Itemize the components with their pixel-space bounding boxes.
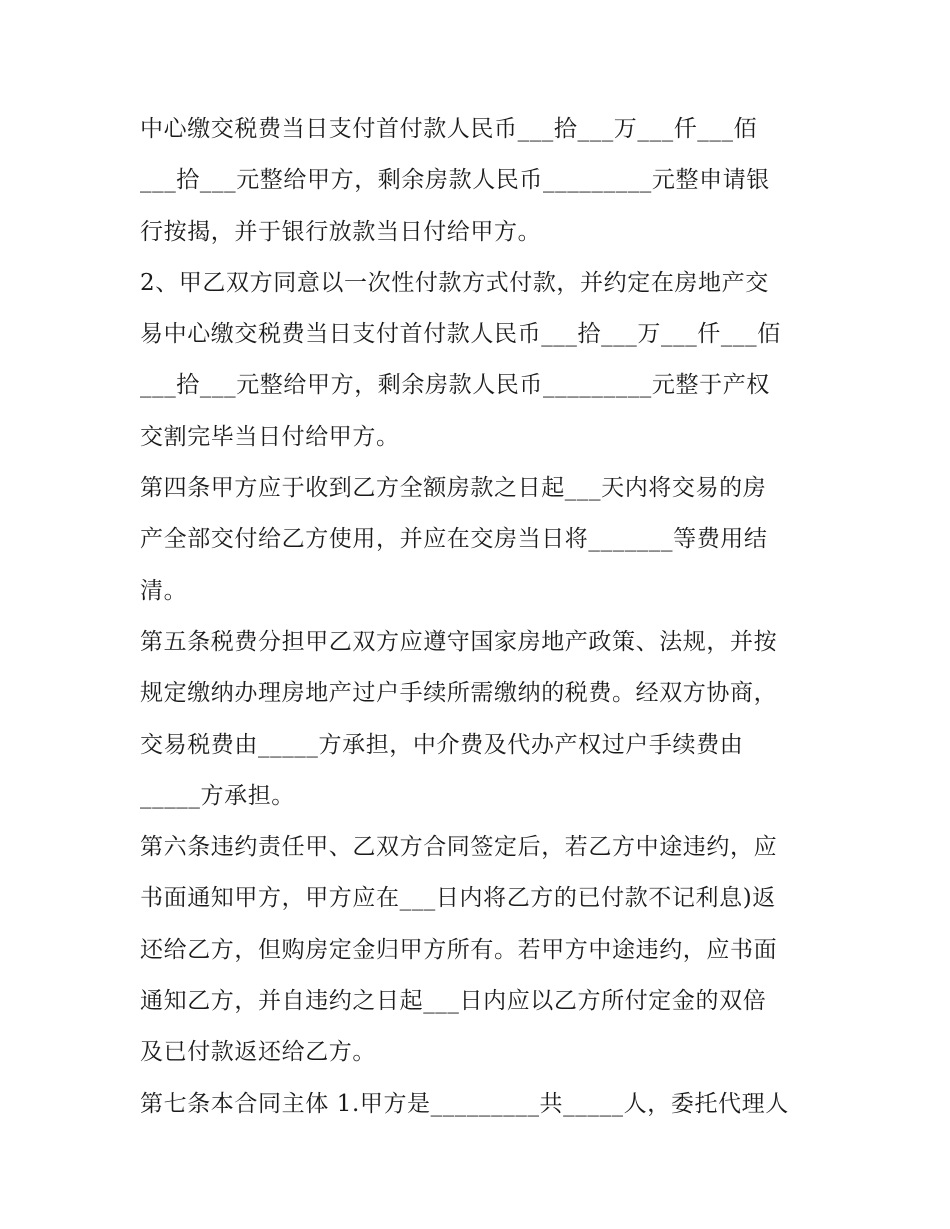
text-line: 第七条本合同主体 1.甲方是_________共_____人，委托代理人 xyxy=(140,1090,789,1117)
text-line: 第五条税费分担甲乙双方应遵守国家房地产政策、法规，并按 xyxy=(140,628,778,655)
text-line: 书面通知甲方，甲方应在___日内将乙方的已付款不记利息)返 xyxy=(140,885,776,912)
text-line: 中心缴交税费当日支付首付款人民币___拾___万___仟___佰 xyxy=(140,116,758,142)
text-line: 通知乙方，并自违约之日起___日内应以乙方所付定金的双倍 xyxy=(140,988,767,1015)
text-line: 清。 xyxy=(140,577,188,604)
text-line: 规定缴纳办理房地产过户手续所需缴纳的税费。经双方协商， xyxy=(140,680,778,707)
text-line: _____方承担。 xyxy=(140,782,295,809)
text-line: 交割完毕当日付给甲方。 xyxy=(140,423,400,450)
text-line: 产全部交付给乙方使用，并应在交房当日将_______等费用结 xyxy=(140,526,768,553)
text-line: 易中心缴交税费当日支付首付款人民币___拾___万___仟___佰 xyxy=(140,321,781,348)
text-line: ___拾___元整给甲方，剩余房款人民币_________元整申请银 xyxy=(140,167,770,194)
text-line: ___拾___元整给甲方，剩余房款人民币_________元整于产权 xyxy=(140,372,770,399)
text-line: 还给乙方，但购房定金归甲方所有。若甲方中途违约，应书面 xyxy=(140,936,778,963)
text-line: 第四条甲方应于收到乙方全额房款之日起___天内将交易的房 xyxy=(140,475,767,502)
text-line: 第六条违约责任甲、乙双方合同签定后，若乙方中途违约，应 xyxy=(140,834,778,861)
text-line: 交易税费由_____方承担，中介费及代办产权过户手续费由 xyxy=(140,731,744,758)
contract-text-block xyxy=(140,104,820,1130)
text-line: 及已付款返还给乙方。 xyxy=(140,1039,376,1066)
text-line: 行按揭，并于银行放款当日付给甲方。 xyxy=(140,218,542,245)
text-line: 2、甲乙双方同意以一次性付款方式付款，并约定在房地产交 xyxy=(140,269,769,296)
